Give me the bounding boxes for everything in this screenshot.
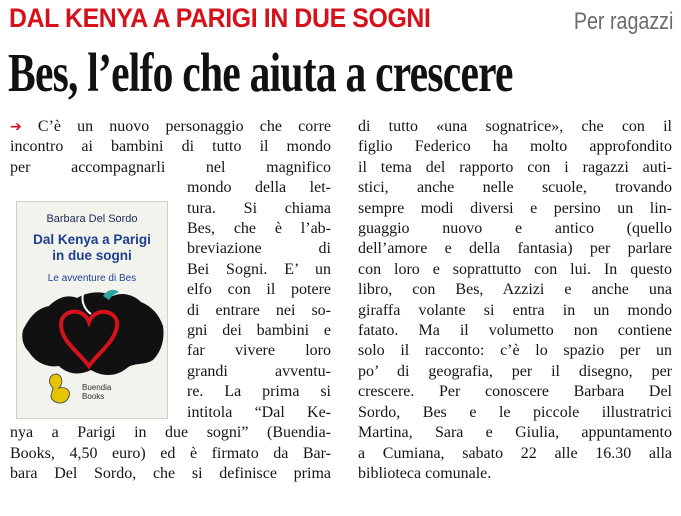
kicker-title: DAL KENYA A PARIGI IN DUE SOGNI — [9, 3, 431, 33]
text-line: gni dei bambini e — [187, 322, 331, 340]
text-line: di tutto «una sognatrice», che con il — [358, 118, 672, 135]
text-line: intitola “Dal Ke- — [187, 403, 331, 421]
text-line: biblioteca comunale. — [358, 464, 492, 482]
text-line: Martina, Sara e Giulia, appuntamento — [358, 424, 672, 442]
text-line: Sordo, Bes e le piccole illustratrici — [358, 403, 672, 421]
text-line: elfo con il potere — [187, 281, 331, 299]
section-label: Per ragazzi — [573, 8, 673, 35]
text-line: Bei Sogni. E’ un — [187, 260, 331, 278]
body-column-2 — [358, 117, 672, 507]
book-cover-image — [16, 201, 168, 419]
text-line: fatato. Ma il volumetto non contiene — [358, 322, 672, 340]
text-line: stici, anche nelle scuole, trovando — [358, 179, 672, 197]
text-line: con loro e soprattutto con lui. In questo — [358, 260, 672, 278]
text-line: tura. Si chiama — [187, 199, 331, 217]
article-kicker — [9, 3, 673, 37]
text-line: a Cumiana, sabato 22 alle 16.30 alla — [358, 444, 672, 462]
book-subtitle: Le avventure di Bes — [47, 273, 137, 284]
text-line: sempre modi diversi e persino un lin- — [358, 199, 672, 217]
text-line: grandi avventu- — [187, 362, 331, 380]
text-line: breviazione di — [187, 240, 331, 258]
book-title: Dal Kenya a Parigi in due sogni — [33, 232, 151, 263]
text-line: solo il racconto: c’è lo spazio per un — [358, 342, 672, 360]
publisher-logo-icon — [50, 374, 70, 403]
text-line: per accompagnarli nel magnifico — [10, 158, 331, 176]
text-line: crescere. Per conoscere Barbara Del — [358, 383, 672, 401]
text-line: guaggio nuovo e antico (quello — [358, 220, 672, 238]
text-line: incontro ai bambini di tutto il mondo — [10, 138, 331, 156]
article-headline: Bes, l’elfo che aiuta a crescere — [8, 42, 513, 103]
text-line: libro, con Bes, Azzizi e anche una — [358, 281, 672, 299]
arrow-right-icon: ➔ — [10, 119, 22, 135]
text-line: nya a Parigi in due sogni” (Buendia- — [10, 424, 331, 442]
publisher-name: Buendia Books — [82, 383, 112, 401]
text-line: Books, 4,50 euro) ed è firmato da Bar- — [10, 444, 331, 462]
text-line: ➔ C’è un nuovo personaggio che corre — [10, 118, 331, 135]
text-line: dell’amore e della fantasia) per parlare — [358, 240, 672, 258]
text-line: po’ di geografia, per il disegno, per — [358, 362, 672, 380]
text-line: giraffa volante si entra in un mondo — [358, 301, 672, 319]
text-line: di entrare nei so- — [187, 301, 331, 319]
text-line: mondo della let- — [187, 179, 331, 197]
text-line: figlio Federico ha molto approfondito — [358, 138, 672, 156]
text-line: re. La prima si — [187, 383, 331, 401]
book-author: Barbara Del Sordo — [46, 213, 138, 225]
text-line: bara Del Sordo, che si definisce prima — [10, 464, 331, 482]
text-line: Bes, che è l’ab- — [187, 220, 331, 238]
text-line: far vivere loro — [187, 342, 331, 360]
text-line: il tema del rapporto con i ragazzi auti- — [358, 158, 672, 176]
